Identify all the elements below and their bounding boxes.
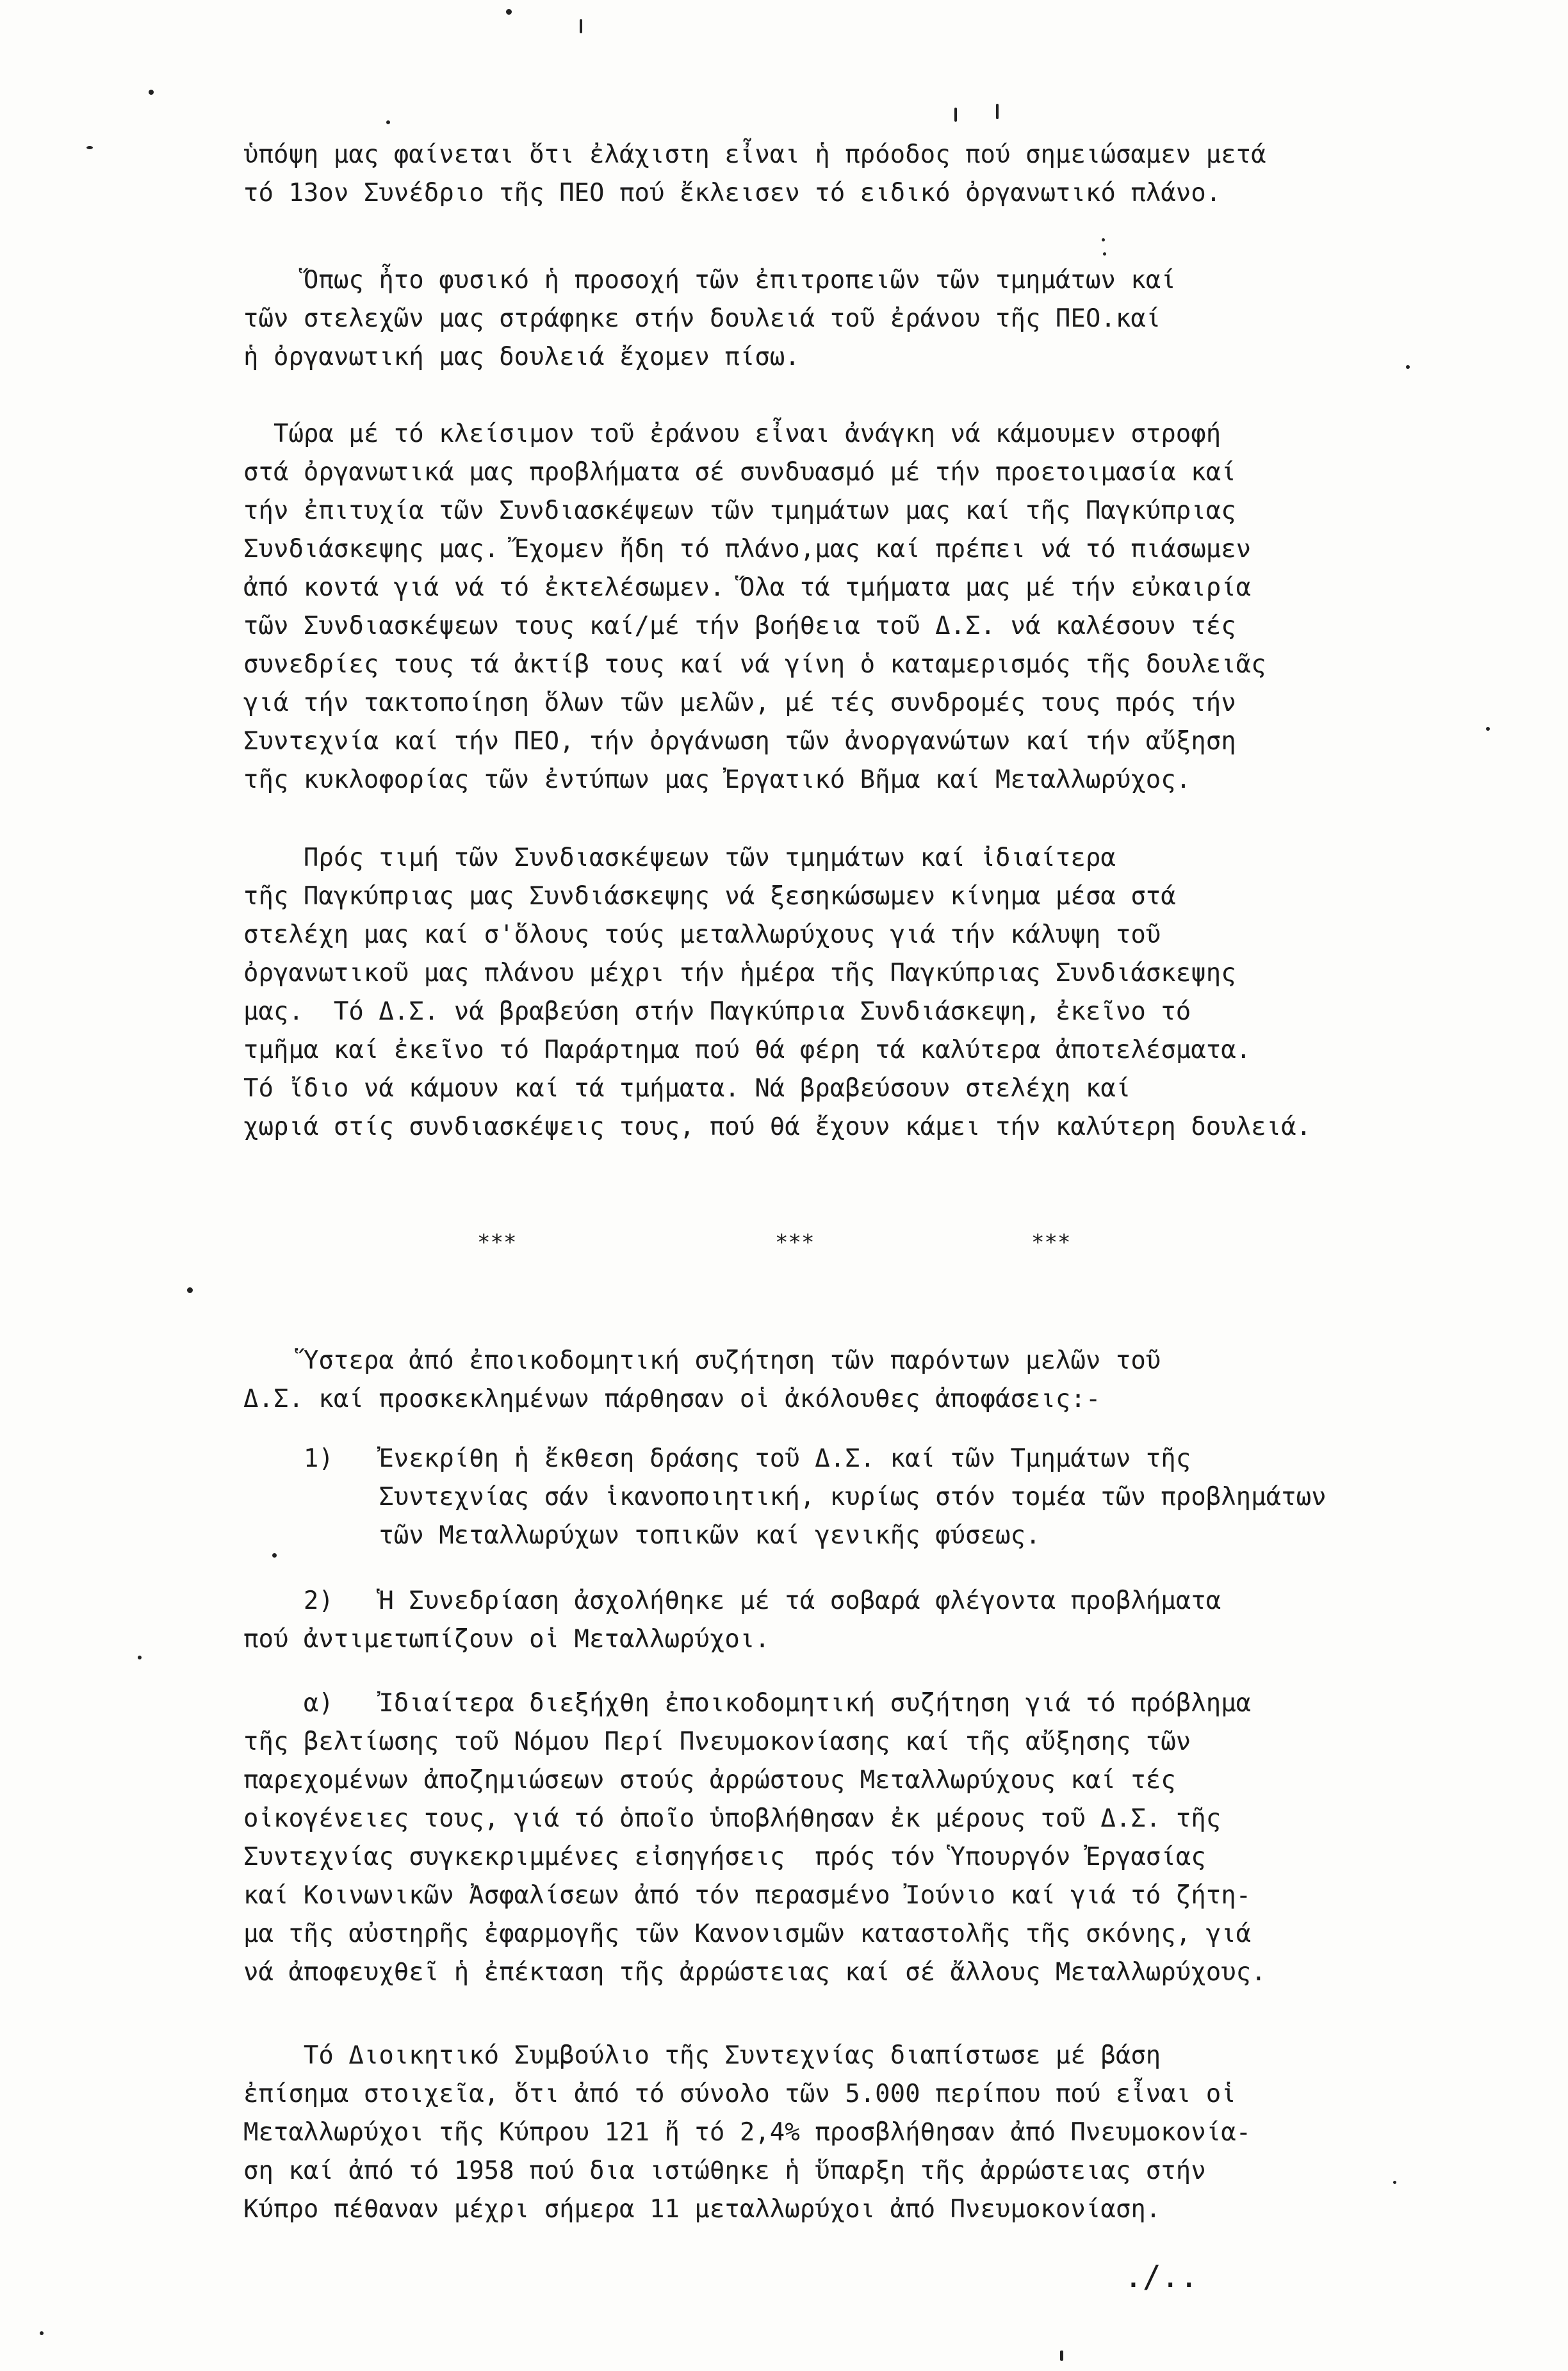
text-line: τῆς βελτίωσης τοῦ Νόμου Περί Πνευμοκονίασης καί τῆς αὔξησης τῶν: [243, 1727, 1191, 1756]
paragraph-fundraising-attention: [243, 261, 1422, 377]
decision-item-2: [243, 1582, 1422, 1659]
text-line: μας. Τό Δ.Σ. νά βραβεύση στήν Παγκύπρια Συνδιάσκεψη, ἐκεῖνο τό: [243, 997, 1191, 1026]
text-line: στελέχη μας καί σ'ὅλους τούς μεταλλωρύχους γιά τήν κάλυψη τοῦ: [243, 920, 1161, 949]
text-line: ἀπό κοντά γιά νά τό ἐκτελέσωμεν. Ὅλα τά τμήματα μας μέ τήν εὐκαιρία: [243, 573, 1252, 602]
scan-speck: [187, 1287, 193, 1293]
text-line: Κύπρο πέθαναν μέχρι σήμερα 11 μεταλλωρύχοι ἀπό Πνευμοκονίαση.: [243, 2195, 1161, 2224]
text-line: τῆς Παγκύπριας μας Συνδιάσκεψης νά ξεσηκώσωμεν κίνημα μέσα στά: [243, 882, 1176, 911]
scan-speck: [138, 1656, 142, 1659]
text-line: ὀργανωτικοῦ μας πλάνου μέχρι τήν ἡμέρα τῆς Παγκύπριας Συνδιάσκεψης: [243, 959, 1236, 988]
section-separator: [0, 1223, 1568, 1262]
scan-speck: [1102, 238, 1105, 241]
scan-speck: [954, 108, 957, 122]
scan-speck: [1060, 2351, 1063, 2361]
continuation-mark: ./..: [1124, 2259, 1198, 2295]
text-line: Τό ἴδιο νά κάμουν καί τά τμήματα. Νά βραβεύσουν στελέχη καί: [243, 1074, 1131, 1103]
text-line: τῆς κυκλοφορίας τῶν ἐντύπων μας Ἐργατικό Βῆμα καί Μεταλλωρύχος.: [243, 765, 1191, 794]
text-line: καί Κοινωνικῶν Ἀσφαλίσεων ἀπό τόν περασμένο Ἰούνιο καί γιά τό ζήτη-: [243, 1881, 1252, 1910]
scan-speck: [386, 120, 390, 124]
separator-stars: ***: [1031, 1230, 1071, 1255]
paragraph-intro-continuation: [243, 136, 1422, 213]
scan-speck: [580, 19, 582, 33]
text-line: Πρός τιμή τῶν Συνδιασκέψεων τῶν τμημάτων καί ἰδιαίτερα: [243, 843, 1116, 872]
decision-item-2a: [243, 1684, 1422, 1992]
text-line: Τό Διοικητικό Συμβούλιο τῆς Συντεχνίας διαπίστωσε μέ βάση: [243, 2041, 1161, 2070]
scan-speck: [506, 9, 512, 15]
text-line: α) Ἰδιαίτερα διεξήχθη ἐποικοδομητική συζήτηση γιά τό πρόβλημα: [243, 1689, 1252, 1718]
text-line: ἐπίσημα στοιχεῖα, ὅτι ἀπό τό σύνολο τῶν 5.000 περίπου πού εἶναι οἱ: [243, 2080, 1236, 2108]
text-line: γιά τήν τακτοποίηση ὅλων τῶν μελῶν, μέ τές συνδρομές τους πρός τήν: [243, 688, 1236, 717]
text-line: Δ.Σ. καί προσκεκλημένων πάρθησαν οἱ ἀκόλουθες ἀποφάσεις:-: [243, 1385, 1101, 1414]
text-line: συνεδρίες τους τά ἀκτίβ τους καί νά γίνη ὁ καταμερισμός τῆς δουλειᾶς: [243, 650, 1266, 679]
separator-stars: ***: [477, 1230, 517, 1255]
text-line: 2) Ἡ Συνεδρίαση ἀσχολήθηκε μέ τά σοβαρά φλέγοντα προβλήματα: [243, 1586, 1221, 1615]
scan-speck: [86, 146, 93, 149]
text-line: τήν ἐπιτυχία τῶν Συνδιασκέψεων τῶν τμημάτων μας καί τῆς Παγκύπριας: [243, 496, 1236, 525]
paragraph-board-findings: [243, 2037, 1422, 2229]
text-line: ἡ ὀργανωτική μας δουλειά ἔχομεν πίσω.: [243, 343, 800, 371]
text-line: τῶν στελεχῶν μας στράφηκε στήν δουλειά τοῦ ἐράνου τῆς ΠΕΟ.καί: [243, 304, 1161, 333]
text-line: ὑπόψη μας φαίνεται ὅτι ἐλάχιστη εἶναι ἡ πρόοδος πού σημειώσαμεν μετά: [243, 140, 1266, 169]
text-line: 1) Ἐνεκρίθη ἡ ἔκθεση δράσης τοῦ Δ.Σ. καί τῶν Τμημάτων τῆς: [243, 1444, 1191, 1473]
paragraph-conference-honor: [243, 839, 1422, 1146]
text-line: Ὕστερα ἀπό ἐποικοδομητική συζήτηση τῶν παρόντων μελῶν τοῦ: [243, 1346, 1161, 1375]
separator-stars: ***: [775, 1230, 815, 1255]
text-line: Τώρα μέ τό κλείσιμον τοῦ ἐράνου εἶναι ἀνάγκη νά κάμουμεν στροφή: [243, 420, 1221, 448]
text-line: τό 13ον Συνέδριο τῆς ΠΕΟ πού ἔκλεισεν τό ειδικό ὀργανωτικό πλάνο.: [243, 179, 1221, 208]
scan-speck: [40, 2331, 44, 2335]
text-line: χωριά στίς συνδιασκέψεις τους, πού θά ἔχουν κάμει τήν καλύτερη δουλειά.: [243, 1112, 1312, 1141]
scan-speck: [149, 90, 154, 95]
text-line: Συντεχνία καί τήν ΠΕΟ, τήν ὀργάνωση τῶν ἀνοργανώτων καί τήν αὔξηση: [243, 727, 1236, 756]
paragraph-organizational-turn: [243, 415, 1422, 799]
text-line: Ὅπως ἦτο φυσικό ἡ προσοχή τῶν ἐπιτροπειῶν τῶν τμημάτων καί: [243, 266, 1176, 295]
text-line: νά ἀποφευχθεῖ ἡ ἐπέκταση τῆς ἀρρώστειας καί σέ ἄλλους Μεταλλωρύχους.: [243, 1958, 1266, 1987]
scan-speck: [1103, 252, 1106, 256]
text-line: τῶν Μεταλλωρύχων τοπικῶν καί γενικῆς φύσεως.: [243, 1521, 1041, 1550]
paragraph-decisions-intro: [243, 1342, 1422, 1419]
text-line: Μεταλλωρύχοι τῆς Κύπρου 121 ἤ τό 2,4% προσβλήθησαν ἀπό Πνευμοκονία-: [243, 2118, 1252, 2147]
text-line: τῶν Συνδιασκέψεων τους καί/μέ τήν βοήθεια τοῦ Δ.Σ. νά καλέσουν τές: [243, 612, 1236, 640]
text-line: πού ἀντιμετωπίζουν οἱ Μεταλλωρύχοι.: [243, 1625, 770, 1654]
scan-speck: [1486, 727, 1490, 731]
text-line: Συνδιάσκεψης μας. Ἔχομεν ἤδη τό πλάνο,μας καί πρέπει νά τό πιάσωμεν: [243, 535, 1252, 564]
text-line: Συντεχνίας συγκεκριμμένες εἰσηγήσεις πρός τόν Ὑπουργόν Ἐργασίας: [243, 1843, 1206, 1871]
text-line: Συντεχνίας σάν ἱκανοποιητική, κυρίως στόν τομέα τῶν προβλημάτων: [243, 1483, 1327, 1511]
text-line: μα τῆς αὐστηρῆς ἐφαρμογῆς τῶν Κανονισμῶν καταστολῆς τῆς σκόνης, γιά: [243, 1919, 1252, 1948]
text-line: οἰκογένειες τους, γιά τό ὁποῖο ὑποβλήθησαν ἐκ μέρους τοῦ Δ.Σ. τῆς: [243, 1804, 1221, 1833]
scan-speck: [996, 104, 999, 119]
text-line: στά ὀργανωτικά μας προβλήματα σέ συνδυασμό μέ τήν προετοιμασία καί: [243, 458, 1236, 487]
text-line: ση καί ἀπό τό 1958 πού δια ιστώθηκε ἡ ὕπαρξη τῆς ἀρρώστειας στήν: [243, 2156, 1206, 2185]
text-line: παρεχομένων ἀποζημιώσεων στούς ἀρρώστους Μεταλλωρύχους καί τές: [243, 1766, 1176, 1795]
decision-item-1: [243, 1440, 1422, 1555]
text-line: τμῆμα καί ἐκεῖνο τό Παράρτημα πού θά φέρη τά καλύτερα ἀποτελέσματα.: [243, 1036, 1252, 1064]
